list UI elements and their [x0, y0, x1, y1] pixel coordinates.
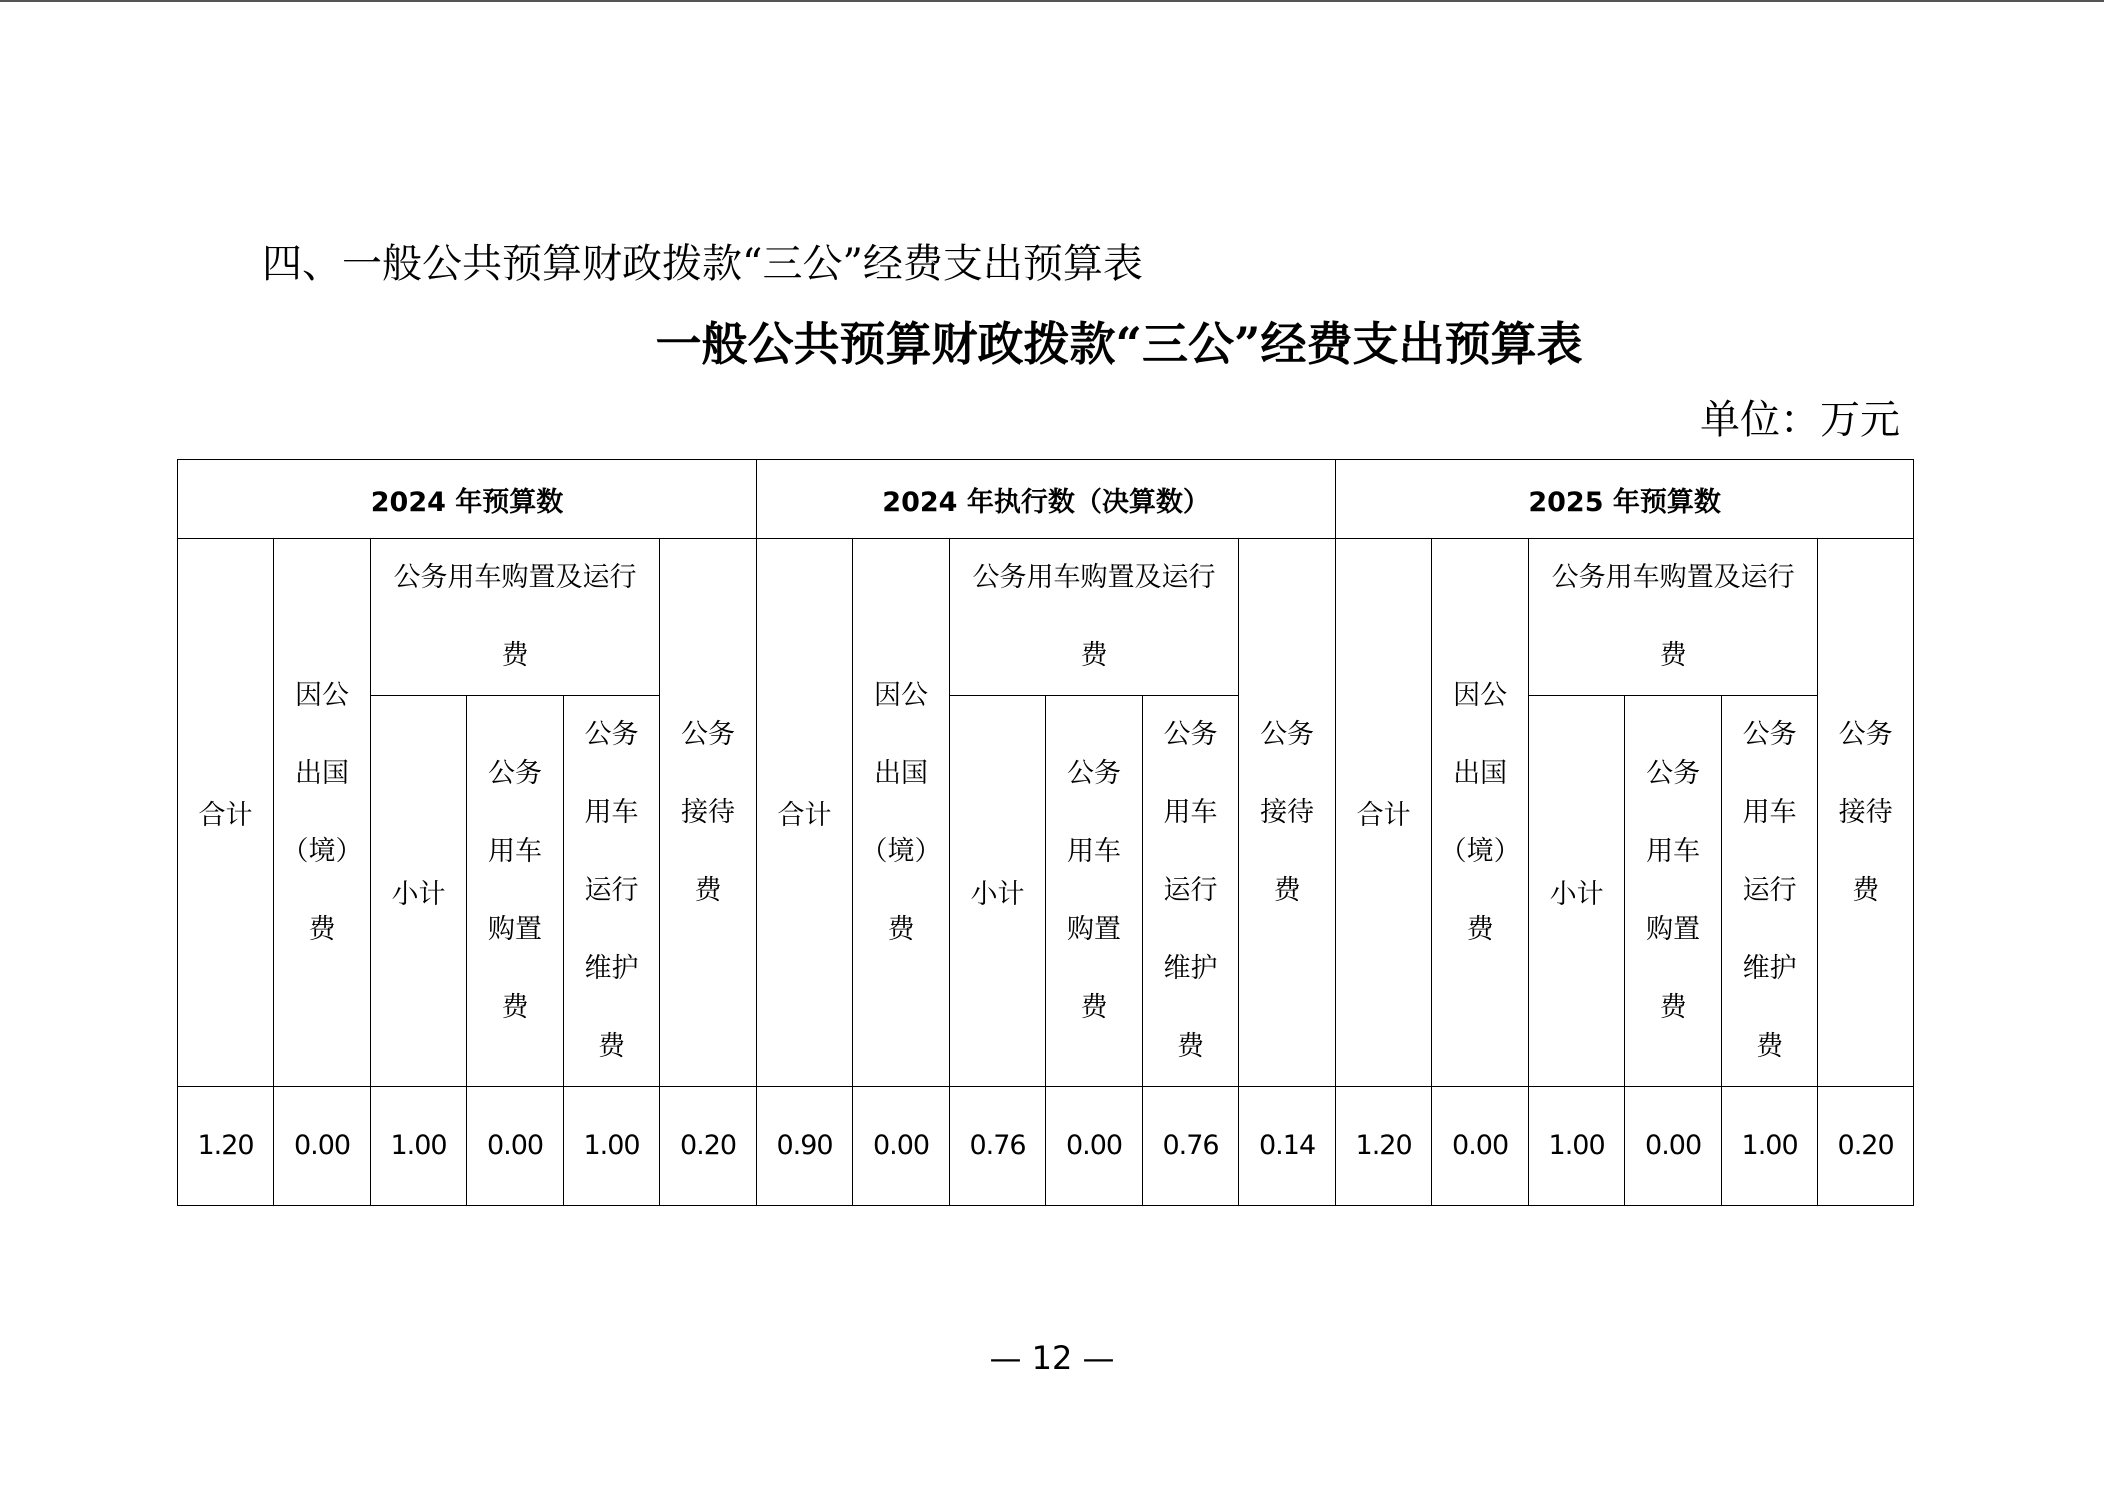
- header-vehicle-maintenance-2025-budget-line: 公务: [1742, 719, 1797, 750]
- header-reception-2024-actual-line: 接待: [1260, 796, 1315, 828]
- header-vehicle-maintenance-2025-budget-line: 运行: [1742, 875, 1797, 906]
- table-title: [0, 314, 2104, 374]
- header-vehicle-maintenance-2024-budget-line: 公务: [584, 719, 639, 750]
- header-vehicle-purchase-2024-budget: [467, 696, 564, 1087]
- header-vehicle-purchase-2024-budget-line: 费: [501, 992, 529, 1023]
- header-reception-2024-actual: [1239, 539, 1336, 1087]
- value-cell-2025-budget-1: [1432, 1087, 1529, 1206]
- value-text: 0.00: [1065, 1129, 1123, 1161]
- header-abroad-2025-budget-line: 因公: [1453, 679, 1508, 711]
- year-header-2024-actual: 2024 年执行数（决算数）: [757, 460, 1336, 539]
- header-vehicle-purchase-2024-actual-line: 购置: [1067, 914, 1122, 945]
- year-header-2024-budget: 2024 年预算数: [178, 460, 757, 539]
- value-text: 0.00: [872, 1129, 930, 1161]
- header-vehicle-maintenance-2024-actual-line: 用车: [1163, 797, 1218, 828]
- header-vehicle-maintenance-2024-actual-line: 费: [1177, 1031, 1205, 1062]
- value-cell-2025-budget-2: [1529, 1087, 1625, 1206]
- page-number: — 12 —: [989, 1339, 1115, 1377]
- value-text: 1.00: [1741, 1129, 1798, 1161]
- header-vehicle-maintenance-2024-actual: [1143, 696, 1239, 1087]
- header-vehicle-group-2024-budget-line: 费: [501, 640, 529, 671]
- value-cell-2024-budget-4: [564, 1087, 660, 1206]
- header-vehicle-maintenance-2025-budget-line: 维护: [1742, 953, 1797, 984]
- header-vehicle-purchase-2024-budget-line: 购置: [488, 914, 542, 945]
- header-vehicle-maintenance-2024-actual-line: 公务: [1163, 719, 1218, 750]
- header-vehicle-group-2025-budget: [1529, 539, 1818, 696]
- value-cell-2024-actual-0: [757, 1087, 853, 1206]
- values-row: [178, 1087, 1914, 1206]
- header-vehicle-purchase-2024-budget-line: 用车: [488, 836, 542, 867]
- top-border-line: [0, 0, 2104, 2]
- header-abroad-2024-actual-line: 费: [887, 913, 915, 945]
- header-abroad-2024-actual-line: （境）: [860, 835, 942, 867]
- value-cell-2024-actual-2: [950, 1087, 1046, 1206]
- header-vehicle-group-2024-actual-line: 费: [1080, 640, 1108, 671]
- value-cell-2024-budget-5: [660, 1087, 757, 1206]
- header-abroad-2024-actual: [853, 539, 950, 1087]
- header-vehicle-subtotal-2024-budget: 小计: [371, 696, 467, 1087]
- header-reception-2025-budget: [1818, 539, 1914, 1087]
- header-vehicle-subtotal-2024-actual: 小计: [950, 696, 1046, 1087]
- value-text: 0.00: [486, 1129, 544, 1161]
- header-abroad-2024-budget-line: 因公: [295, 679, 349, 711]
- header-reception-2024-budget-line: 费: [694, 874, 722, 906]
- value-text: 0.76: [969, 1129, 1026, 1161]
- header-vehicle-group-2025-budget-line: 费: [1659, 640, 1687, 671]
- year-header-2025-budget: 2025 年预算数: [1336, 460, 1914, 539]
- three-public-expenses-table: [177, 459, 1914, 1206]
- header-abroad-2024-actual-line: 出国: [874, 757, 929, 789]
- header-vehicle-purchase-2024-actual-line: 公务: [1067, 758, 1122, 789]
- header-vehicle-group-2024-budget: [371, 539, 660, 696]
- value-text: 1.00: [583, 1129, 640, 1161]
- value-text: 0.90: [776, 1129, 833, 1161]
- header-reception-2025-budget-line: 费: [1852, 874, 1880, 906]
- value-cell-2024-budget-1: [274, 1087, 371, 1206]
- header-reception-2024-budget-line: 接待: [681, 796, 736, 828]
- header-vehicle-purchase-2024-actual: [1046, 696, 1143, 1087]
- header-total-2025-budget: 合计: [1336, 539, 1432, 1087]
- header-vehicle-maintenance-2025-budget: [1722, 696, 1818, 1087]
- header-vehicle-maintenance-2024-budget: [564, 696, 660, 1087]
- value-text: 0.76: [1162, 1129, 1219, 1161]
- header-vehicle-maintenance-2024-budget-line: 维护: [584, 953, 639, 984]
- header-reception-2024-budget-line: 公务: [681, 718, 736, 750]
- value-text: 1.20: [1355, 1129, 1412, 1161]
- value-cell-2024-actual-1: [853, 1087, 950, 1206]
- value-cell-2025-budget-0: [1336, 1087, 1432, 1206]
- header-reception-2025-budget-line: 公务: [1838, 718, 1893, 750]
- header-abroad-2024-actual-line: 因公: [874, 679, 929, 711]
- value-cell-2024-budget-0: [178, 1087, 274, 1206]
- header-vehicle-maintenance-2024-actual-line: 运行: [1163, 875, 1218, 906]
- header-vehicle-maintenance-2024-budget-line: 费: [598, 1031, 625, 1062]
- value-cell-2024-actual-5: [1239, 1087, 1336, 1206]
- value-text: 0.20: [1837, 1129, 1894, 1161]
- header-vehicle-purchase-2024-budget-line: 公务: [488, 758, 542, 789]
- header-vehicle-subtotal-2025-budget: 小计: [1529, 696, 1625, 1087]
- header-reception-2024-actual-line: 费: [1273, 874, 1301, 906]
- header-abroad-2024-budget-line: 费: [308, 913, 336, 945]
- value-cell-2025-budget-5: [1818, 1087, 1914, 1206]
- section-heading: 四、一般公共预算财政拨款“三公”经费支出预算表: [262, 241, 1143, 287]
- header-vehicle-maintenance-2025-budget-line: 费: [1756, 1031, 1784, 1062]
- header-abroad-2024-budget: [274, 539, 371, 1087]
- value-text: 0.00: [1645, 1129, 1702, 1161]
- value-cell-2024-budget-2: [371, 1087, 467, 1206]
- header-abroad-2025-budget-line: 费: [1466, 913, 1494, 945]
- value-cell-2025-budget-3: [1625, 1087, 1722, 1206]
- header-vehicle-purchase-2025-budget-line: 公务: [1646, 758, 1701, 789]
- header-abroad-2024-budget-line: （境）: [281, 835, 363, 867]
- header-abroad-2024-budget-line: 出国: [295, 757, 349, 789]
- year-header-row: [178, 460, 1914, 539]
- header-vehicle-group-2024-actual: [950, 539, 1239, 696]
- header-reception-2025-budget-line: 接待: [1838, 796, 1893, 828]
- value-text: 0.14: [1259, 1129, 1316, 1161]
- value-text: 0.00: [1452, 1129, 1509, 1161]
- value-text: 1.20: [197, 1129, 254, 1161]
- header-vehicle-maintenance-2024-actual-line: 维护: [1163, 953, 1218, 984]
- header-vehicle-purchase-2025-budget-line: 用车: [1646, 836, 1701, 867]
- header-vehicle-group-2025-budget-line: 公务用车购置及运行: [1551, 562, 1795, 593]
- header-total-2024-budget: 合计: [178, 539, 274, 1087]
- unit-label: 单位：万元: [1700, 397, 1900, 443]
- value-text: 1.00: [390, 1129, 447, 1161]
- header-vehicle-maintenance-2024-budget-line: 用车: [584, 797, 639, 828]
- value-cell-2025-budget-4: [1722, 1087, 1818, 1206]
- header-vehicle-maintenance-2025-budget-line: 用车: [1742, 797, 1797, 828]
- subcategory-header-row: [178, 696, 1914, 1087]
- header-vehicle-purchase-2024-actual-line: 费: [1080, 992, 1108, 1023]
- value-text: 0.00: [293, 1129, 351, 1161]
- header-abroad-2025-budget-line: 出国: [1453, 757, 1508, 789]
- value-text: 1.00: [1548, 1129, 1605, 1161]
- header-vehicle-purchase-2025-budget-line: 费: [1659, 992, 1687, 1023]
- value-text: 0.20: [679, 1129, 737, 1161]
- table-title-text: 一般公共预算财政拨款“三公”经费支出预算表: [655, 317, 1583, 371]
- header-vehicle-purchase-2025-budget: [1625, 696, 1722, 1087]
- value-cell-2024-actual-3: [1046, 1087, 1143, 1206]
- header-abroad-2025-budget-line: （境）: [1439, 835, 1521, 867]
- header-reception-2024-budget: [660, 539, 757, 1087]
- header-reception-2024-actual-line: 公务: [1260, 718, 1315, 750]
- category-header-row: [178, 539, 1914, 696]
- header-total-2024-actual: 合计: [757, 539, 853, 1087]
- value-cell-2024-budget-3: [467, 1087, 564, 1206]
- header-abroad-2025-budget: [1432, 539, 1529, 1087]
- header-vehicle-group-2024-budget-line: 公务用车购置及运行: [393, 562, 637, 593]
- header-vehicle-group-2024-actual-line: 公务用车购置及运行: [972, 562, 1216, 593]
- value-cell-2024-actual-4: [1143, 1087, 1239, 1206]
- header-vehicle-purchase-2025-budget-line: 购置: [1646, 914, 1701, 945]
- header-vehicle-maintenance-2024-budget-line: 运行: [584, 875, 639, 906]
- header-vehicle-purchase-2024-actual-line: 用车: [1067, 836, 1122, 867]
